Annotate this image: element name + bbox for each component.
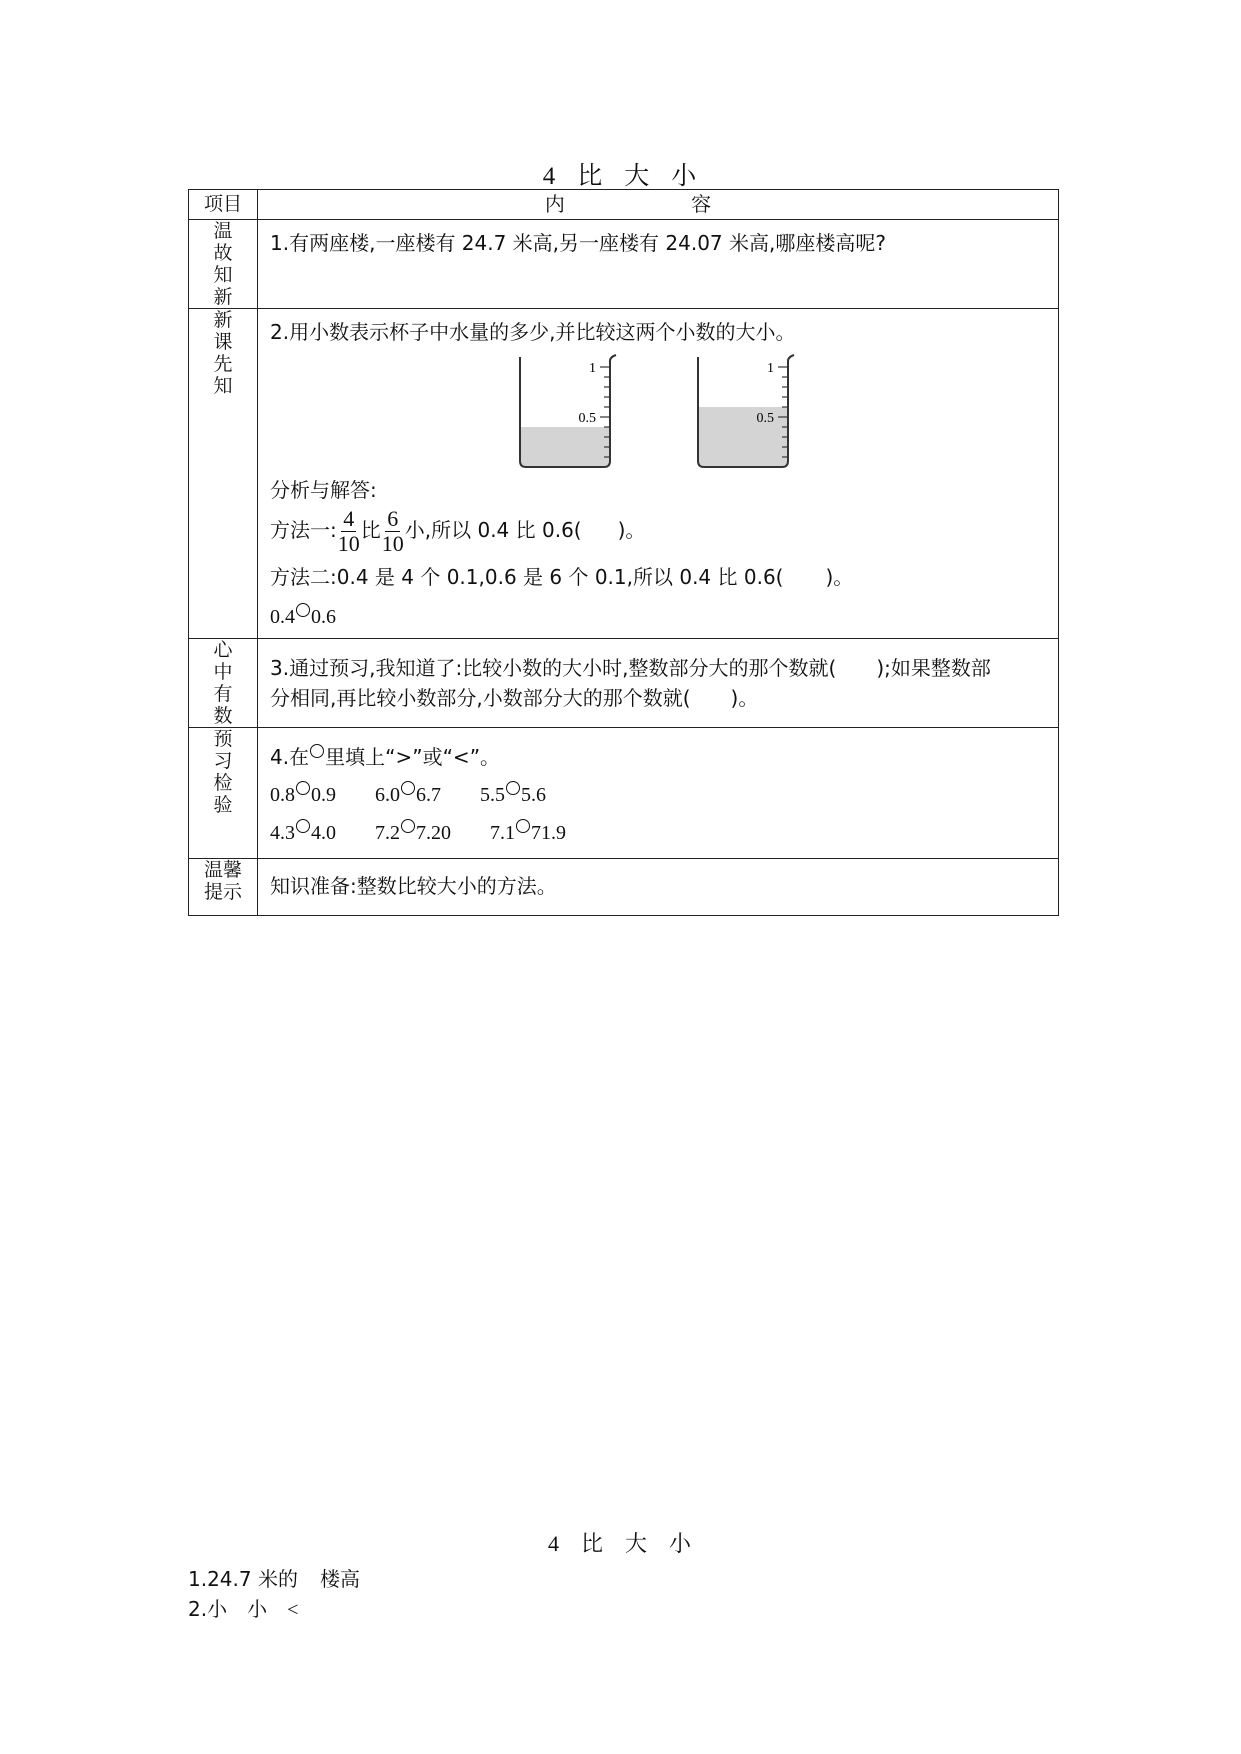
q4-intro: 4.在 里填上“>”或“<”。 (270, 745, 501, 769)
new-lesson-row (189, 309, 1059, 639)
beakers-figure (270, 347, 1048, 475)
lesson-table (188, 189, 1059, 916)
label-practice: 预 习 检 验 (189, 728, 258, 859)
practice-row (189, 728, 1059, 859)
summary-row (189, 639, 1059, 728)
beaker-1 (520, 355, 616, 467)
header-content: 内 容 (258, 190, 1059, 220)
practice-line-2: 4.3 4.0 7.2 7.20 7.1 71.9 (270, 814, 1048, 852)
method-1: 方法一: $\frac{4}{10}$ 比 $\frac{6}{10}$ 小,所以 0.4 比 0.6( )。 (270, 506, 646, 556)
q2-intro: 2.用小数表示杯子中水量的多少,并比较这两个小数的大小。 (270, 320, 796, 344)
header-row (189, 190, 1059, 220)
label-summary: 心 中 有 数 (189, 639, 258, 728)
circle-icon (310, 744, 324, 758)
question-4 (258, 728, 1059, 859)
header-item: 项目 (189, 190, 258, 220)
scale-label-1: 1 (589, 361, 596, 376)
beaker-2 (698, 355, 794, 467)
fraction-6-10: $\frac{6}{10}$ (381, 506, 404, 556)
answer-1: 1.24.7 米的 楼高 (188, 1567, 360, 1591)
compare-circle (296, 603, 310, 617)
question-3: 3.通过预习,我知道了:比较小数的大小时,整数部分大的那个数就( );如果整数部 分相同,再比较小数部分,小数部分大的那个数就( )。 (258, 639, 1059, 728)
method-2: 方法二:0.4 是 4 个 0.1,0.6 是 6 个 0.1,所以 0.4 比 0.6( )。 (270, 565, 854, 589)
page-title: 4 比 大 小 (542, 161, 699, 190)
tip-row (189, 859, 1059, 916)
scale-label-0.5: 0.5 (756, 411, 774, 426)
label-review: 温 故 知 新 (189, 220, 258, 309)
fraction-4-10: $\frac{4}{10}$ (337, 506, 360, 556)
tip-text: 知识准备:整数比较大小的方法。 (258, 859, 1059, 916)
review-row (189, 220, 1059, 309)
scale-label-1: 1 (767, 361, 774, 376)
scale-label-0.5: 0.5 (578, 411, 596, 426)
label-tip: 温馨 提示 (189, 859, 258, 916)
compare-0.4-0.6: 0.4 0.6 (270, 602, 1048, 632)
answer-2: 2.小 小 < (188, 1597, 299, 1621)
practice-line-1: 0.8 0.9 6.0 6.7 5.5 5.6 (270, 776, 1048, 814)
answer-title: 4 比 大 小 (547, 1531, 694, 1557)
analysis-label: 分析与解答: (270, 478, 377, 502)
question-1: 1.有两座楼,一座楼有 24.7 米高,另一座楼有 24.07 米高,哪座楼高呢? (258, 220, 1059, 309)
beakers-svg (270, 347, 970, 475)
water-fill (521, 427, 609, 466)
label-new-lesson: 新 课 先 知 (189, 309, 258, 639)
question-2 (258, 309, 1059, 639)
